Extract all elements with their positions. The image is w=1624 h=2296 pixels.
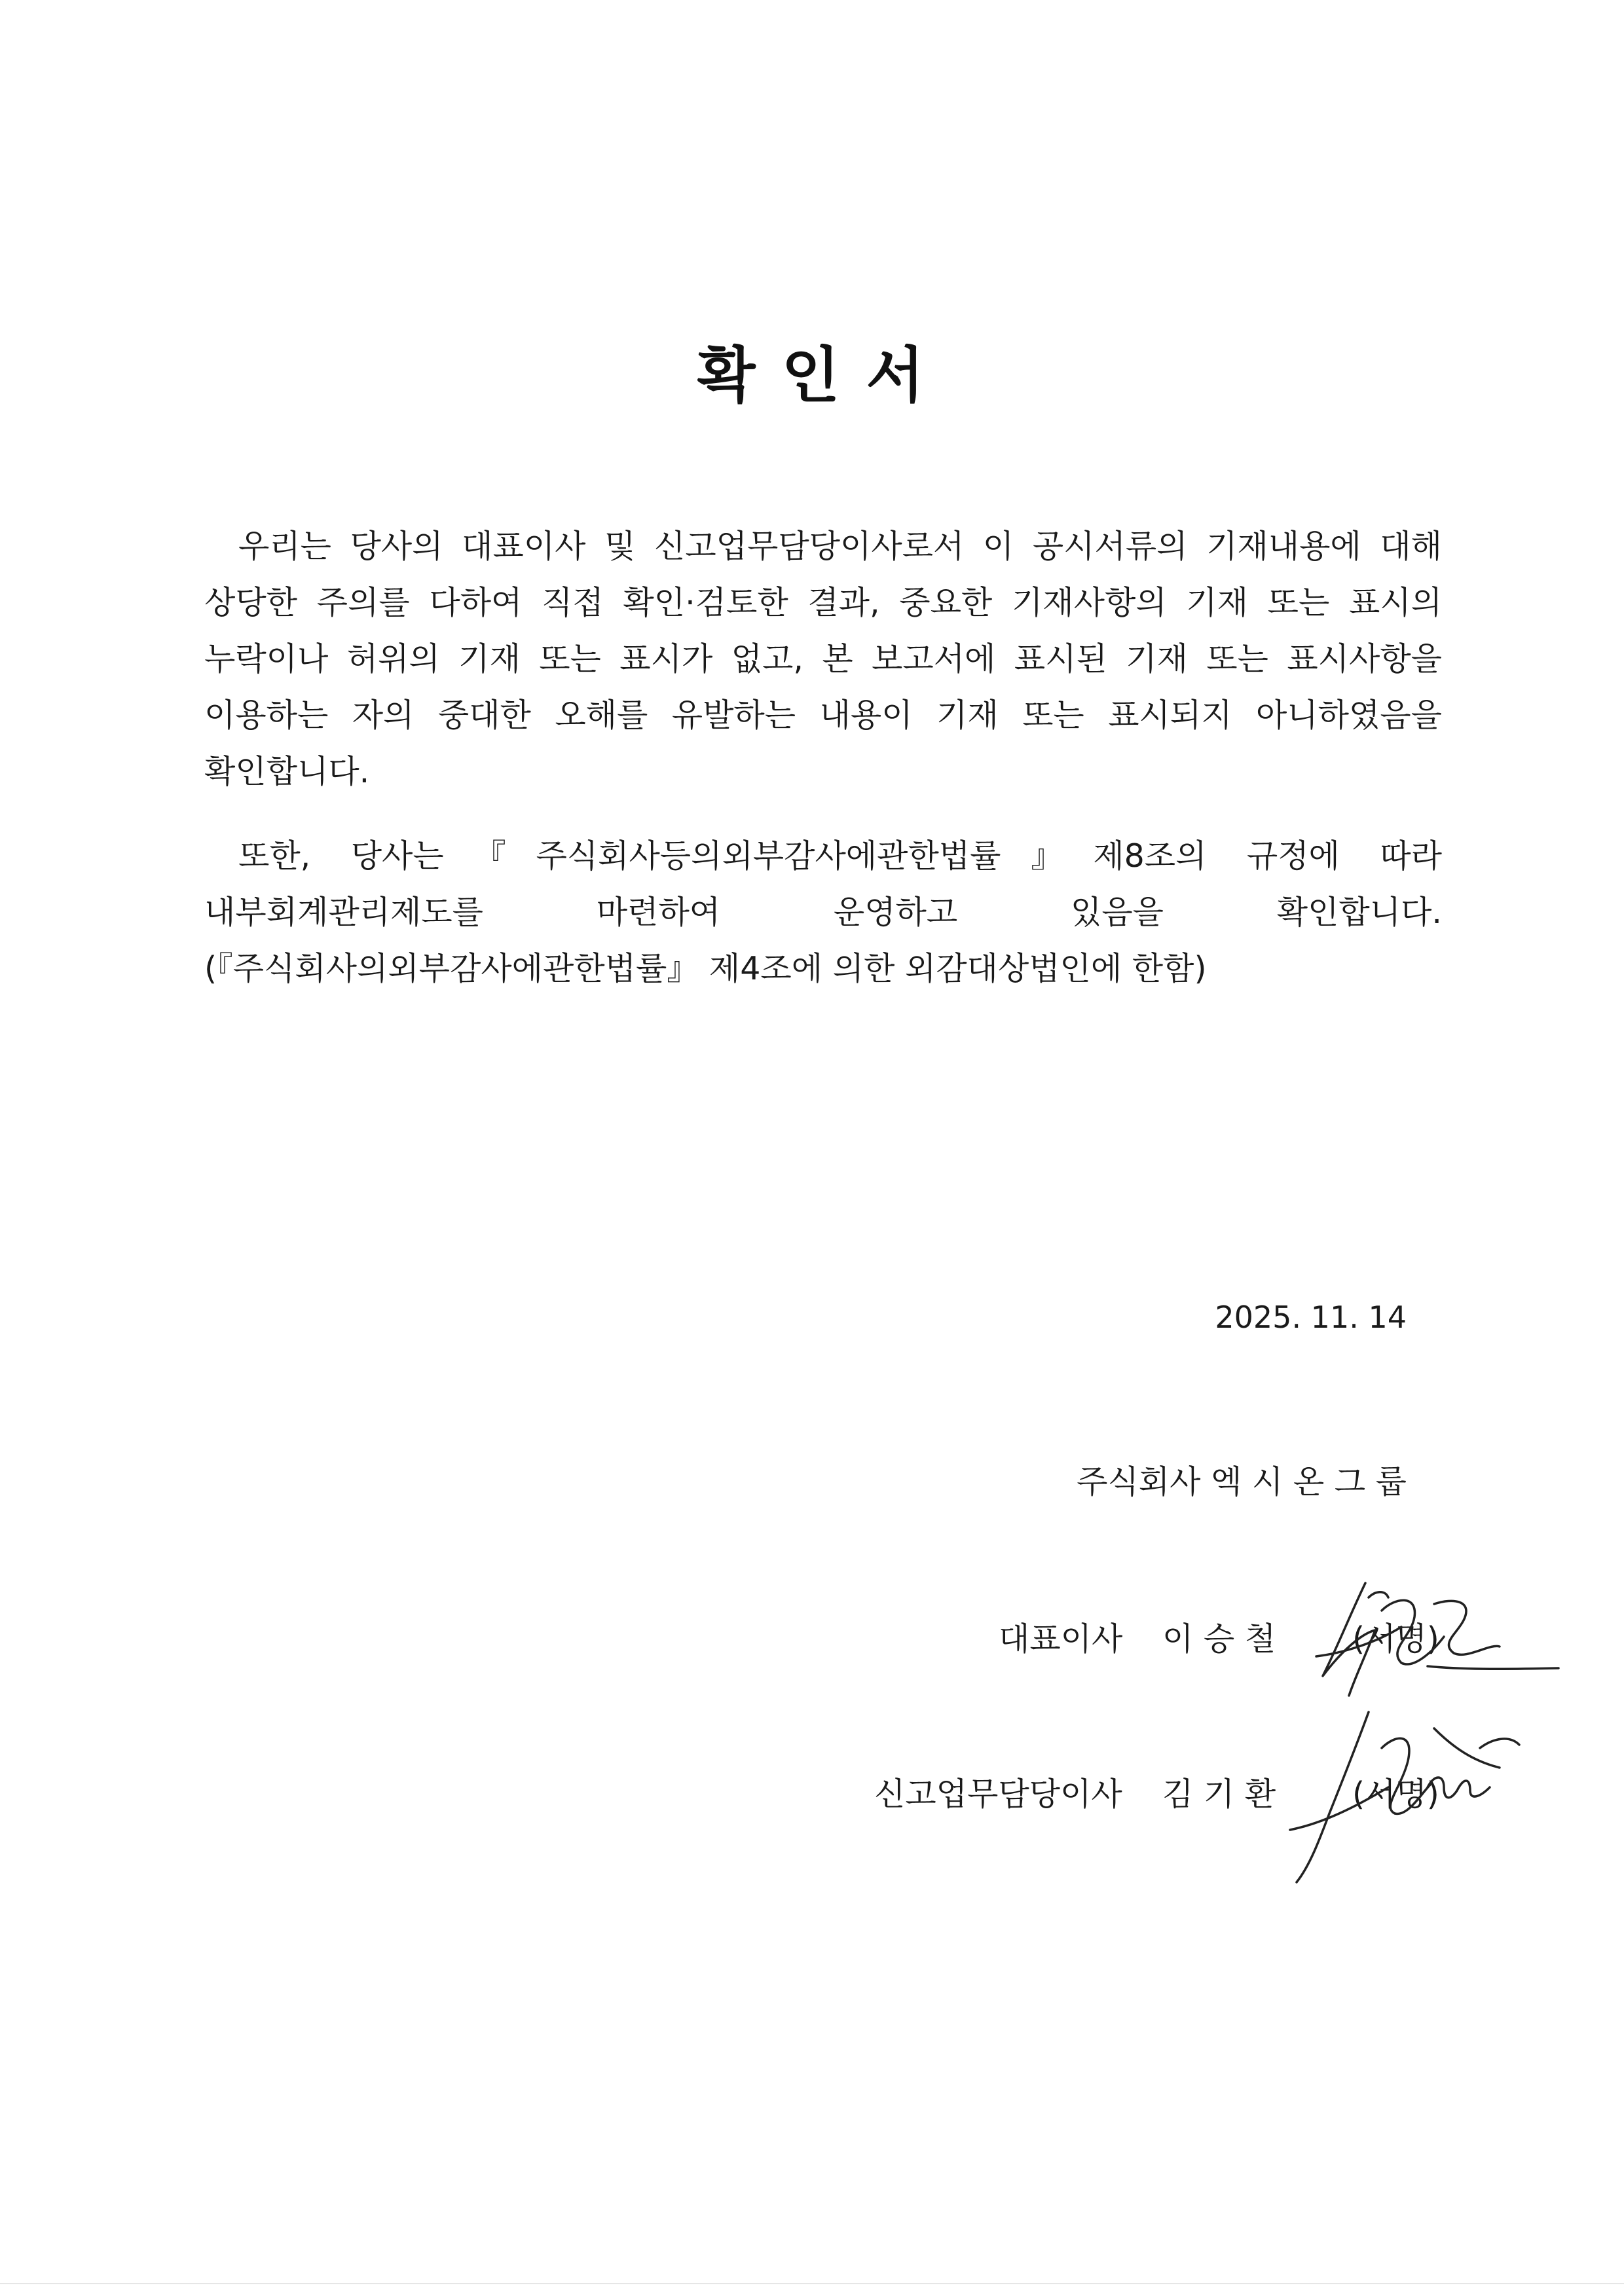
signatory-role: 신고업무담당이사 [874,1776,1122,1813]
ceo-handwritten-signature [1303,1571,1565,1722]
internal-control-paragraph: 또한, 당사는『주식회사등의외부감사에관한법률』제8조의 규정에 따라 내부회계관리제도를 마련하여 운영하고 있음을 확인합니다. (『주식회사의외부감사에관한법률』 제4조에 의한 외감대상법인에 한함) [204,837,1442,987]
page-bottom-divider [0,2283,1624,2284]
document-title: 확 인 서 [697,340,927,410]
signatory-name: 김 기 환 [1162,1776,1276,1813]
signature-mark: (서명) [1352,1620,1439,1658]
signature-mark: (서명) [1352,1776,1439,1813]
document-date: 2025. 11. 14 [1215,1300,1407,1335]
cfo-handwritten-signature [1283,1709,1532,1892]
confirmation-paragraph: 우리는 당사의 대표이사 및 신고업무담당이사로서 이 공시서류의 기재내용에 대해 상당한 주의를 다하여 직접 확인·검토한 결과, 중요한 기재사항의 기재 또는 표시의 누락이나 허위의 기재 또는 표시가 없고, 본 보고서에 표시된 기재 또는 표시사항을 이용하는 자의 중대한 오해를 유발하는 내용이 기재 또는 표시되지 아니하였음을 확인합니다. [204,528,1442,790]
company-name: 주식회사 엑 시 온 그 룹 [1077,1463,1407,1501]
signatory-role: 대표이사 [999,1620,1123,1658]
signatory-name: 이 승 철 [1162,1620,1276,1658]
